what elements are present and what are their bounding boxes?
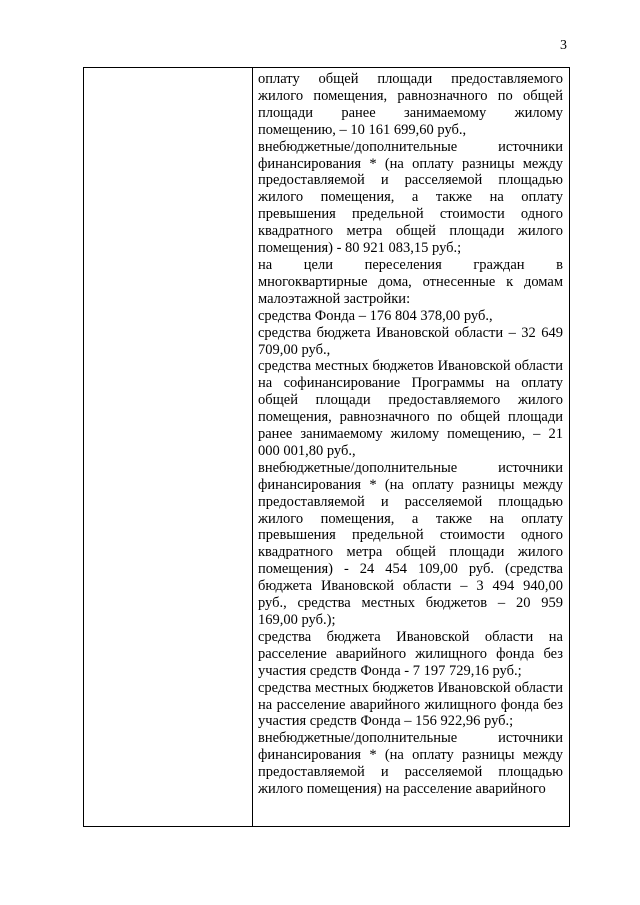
funding-paragraph-1: оплату общей площади предоставляемого жилого помещения, равнозначного по общей площади ранее занимаемому жилому помещению, – 10 161 699,60 руб., bbox=[258, 71, 563, 138]
page-number: 3 bbox=[560, 38, 567, 53]
funding-paragraph-4: средства Фонда – 176 804 378,00 руб., bbox=[258, 307, 493, 324]
funding-paragraph-5: средства бюджета Ивановской области – 32 649 709,00 руб., bbox=[258, 324, 563, 358]
funding-paragraph-9: средства местных бюджетов Ивановской области на расселение аварийного жилищного фонда без участия средств Фонда – 156 922,96 руб.; bbox=[258, 679, 563, 730]
document-table bbox=[83, 67, 570, 827]
funding-paragraph-10: внебюджетные/дополнительные источники финансирования * (на оплату разницы между предоставляемой и расселяемой площадью жилого помещения) на расселение аварийного bbox=[258, 730, 563, 798]
table-left-cell bbox=[84, 68, 253, 826]
table-right-cell bbox=[253, 68, 569, 826]
funding-paragraph-2: внебюджетные/дополнительные источники финансирования * (на оплату разницы между предоставляемой и расселяемой площадью жилого помещения, а также на оплату превышения предельной стоимости одного квадратного метра общей площади жилого помещения) - 80 921 083,15 руб.; bbox=[258, 138, 563, 257]
funding-paragraph-3: на цели переселения граждан в многоквартирные дома, отнесенные к домам малоэтажной застройки: bbox=[258, 256, 563, 307]
funding-paragraph-8: средства бюджета Ивановской области на расселение аварийного жилищного фонда без участия средств Фонда - 7 197 729,16 руб.; bbox=[258, 628, 563, 679]
funding-paragraph-6: средства местных бюджетов Ивановской области на софинансирование Программы на оплату общей площади предоставляемого жилого помещения, равнозначного по общей площади ранее занимаемому жилому помещению, – 21 000 001,80 руб., bbox=[258, 358, 563, 459]
funding-paragraph-7: внебюджетные/дополнительные источники финансирования * (на оплату разницы между предоставляемой и расселяемой площадью жилого помещения, а также на оплату превышения предельной стоимости одного квадратного метра общей площади жилого помещения) - 24 454 109,00 руб. (средства бюджета Ивановской области – 3 494 940,00 руб., средства местных бюджетов – 20 959 169,00 руб.); bbox=[258, 459, 563, 628]
